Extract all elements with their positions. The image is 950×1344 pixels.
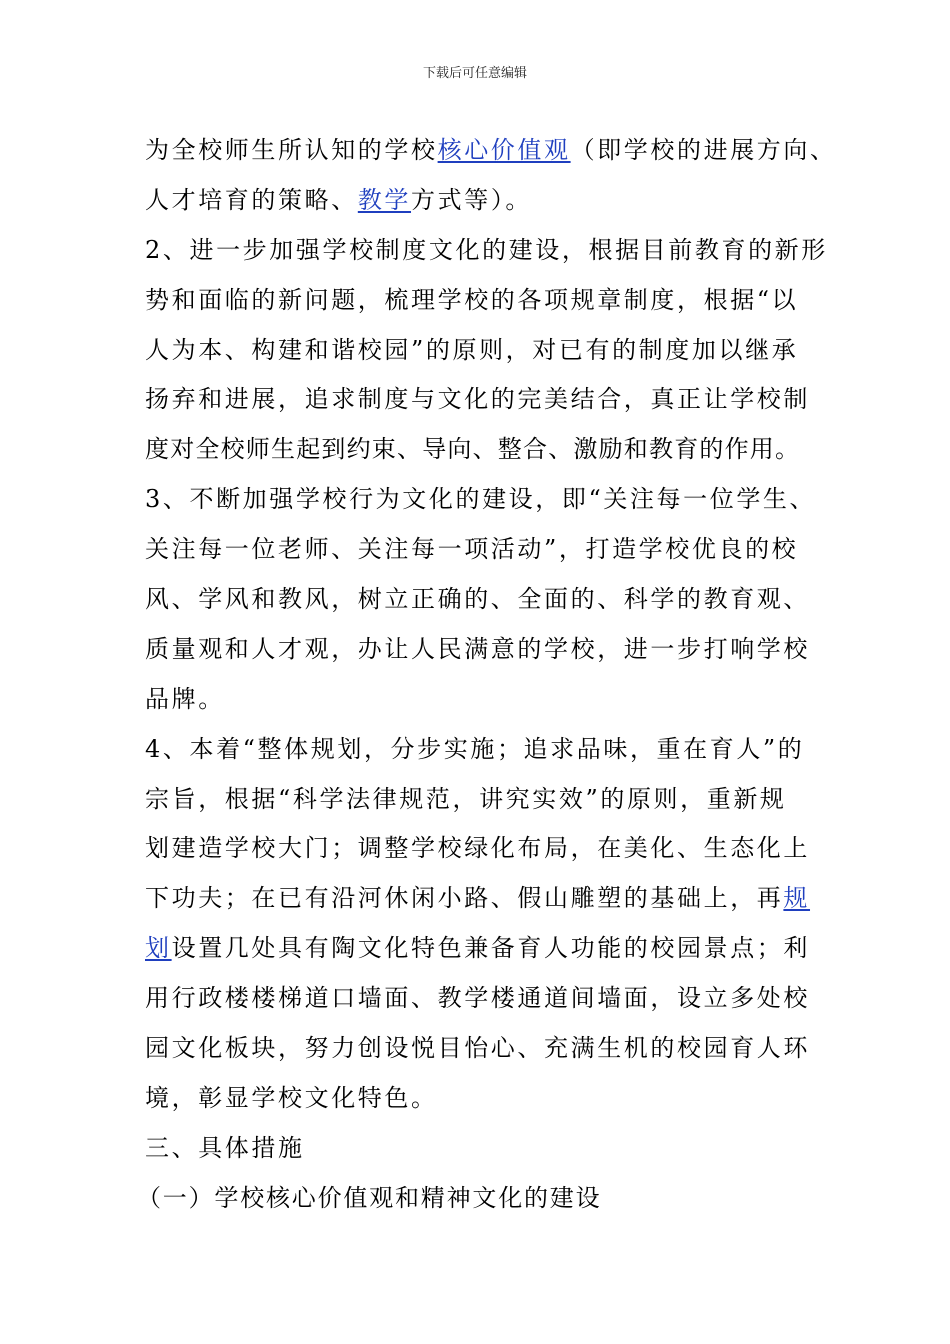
- text-line: [145, 874, 810, 924]
- text-segment: 用行政楼楼梯道口墙面、教学楼通道间墙面，设立多处校: [145, 984, 810, 1013]
- text-segment: 扬弃和进展，追求制度与文化的完美结合，真正让学校制: [145, 385, 810, 414]
- text-segment: 3、不断加强学校行为文化的建设，即“关注每一位学生、: [145, 485, 817, 514]
- text-line: [145, 675, 810, 725]
- text-segment: 人为本、构建和谐校园”的原则，对已有的制度加以继承: [145, 335, 799, 364]
- text-segment: 4、本着“整体规划，分步实施；追求品味，重在育人”的: [145, 734, 805, 763]
- hyperlink[interactable]: 教学: [357, 185, 412, 214]
- text-segment: 三、具体措施: [145, 1133, 305, 1162]
- text-line: [145, 475, 817, 525]
- text-segment: 境，彰显学校文化特色。: [145, 1083, 438, 1112]
- text-segment: 2、进一步加强学校制度文化的建设，根据目前教育的新形: [145, 235, 828, 264]
- hyperlink[interactable]: 划: [145, 934, 172, 963]
- text-line: [145, 176, 810, 226]
- text-segment: 划建造学校大门；调整学校绿化布局，在美化、生态化上: [145, 834, 810, 863]
- text-line: [145, 924, 810, 974]
- text-line: [145, 1074, 810, 1124]
- text-line: [145, 425, 810, 475]
- text-line: [137, 1174, 810, 1224]
- text-segment: 势和面临的新问题，梳理学校的各项规章制度，根据“以: [145, 285, 799, 314]
- text-line: [145, 824, 810, 874]
- text-segment: 风、学风和教风，树立正确的、全面的、科学的教育观、: [145, 585, 810, 614]
- text-line: [145, 775, 810, 825]
- text-line: [145, 375, 810, 425]
- text-segment: （一）学校核心价值观和精神文化的建设: [137, 1183, 602, 1212]
- text-segment: 度对全校师生起到约束、导向、整合、激励和教育的作用。: [145, 435, 801, 464]
- text-line: [145, 226, 828, 276]
- text-segment: 宗旨，根据“科学法律规范，讲究实效”的原则，重新规: [145, 784, 787, 813]
- text-line: [145, 126, 837, 176]
- text-line: [145, 1024, 810, 1074]
- text-line: [145, 525, 810, 575]
- text-segment: 品牌。: [145, 684, 225, 713]
- text-line: [145, 326, 810, 376]
- text-segment: （即学校的进展方向、: [570, 136, 837, 164]
- text-segment: 质量观和人才观，办让人民满意的学校，进一步打响学校: [145, 634, 810, 663]
- text-segment: 人才培育的策略、: [145, 185, 358, 214]
- text-line: [145, 625, 810, 675]
- document-body: [137, 126, 837, 1224]
- text-line: [145, 276, 810, 326]
- text-segment: 方式等）。: [411, 185, 533, 214]
- text-line: [145, 974, 810, 1024]
- text-segment: 下功夫；在已有沿河休闲小路、假山雕塑的基础上，再: [145, 884, 784, 913]
- hyperlink[interactable]: 规: [783, 884, 811, 913]
- text-line: [145, 1124, 810, 1174]
- text-segment: 为全校师生所认知的学校: [145, 136, 438, 164]
- text-line: [145, 575, 810, 625]
- text-segment: 园文化板块，努力创设悦目怡心、充满生机的校园育人环: [145, 1034, 810, 1063]
- text-segment: 设置几处具有陶文化特色兼备育人功能的校园景点；利: [171, 934, 811, 963]
- hyperlink[interactable]: 核心价值观: [437, 136, 571, 164]
- text-line: [145, 725, 810, 775]
- text-segment: 关注每一位老师、关注每一项活动”，打造学校优良的校: [145, 535, 799, 564]
- page-header: 下载后可任意编辑: [422, 66, 527, 81]
